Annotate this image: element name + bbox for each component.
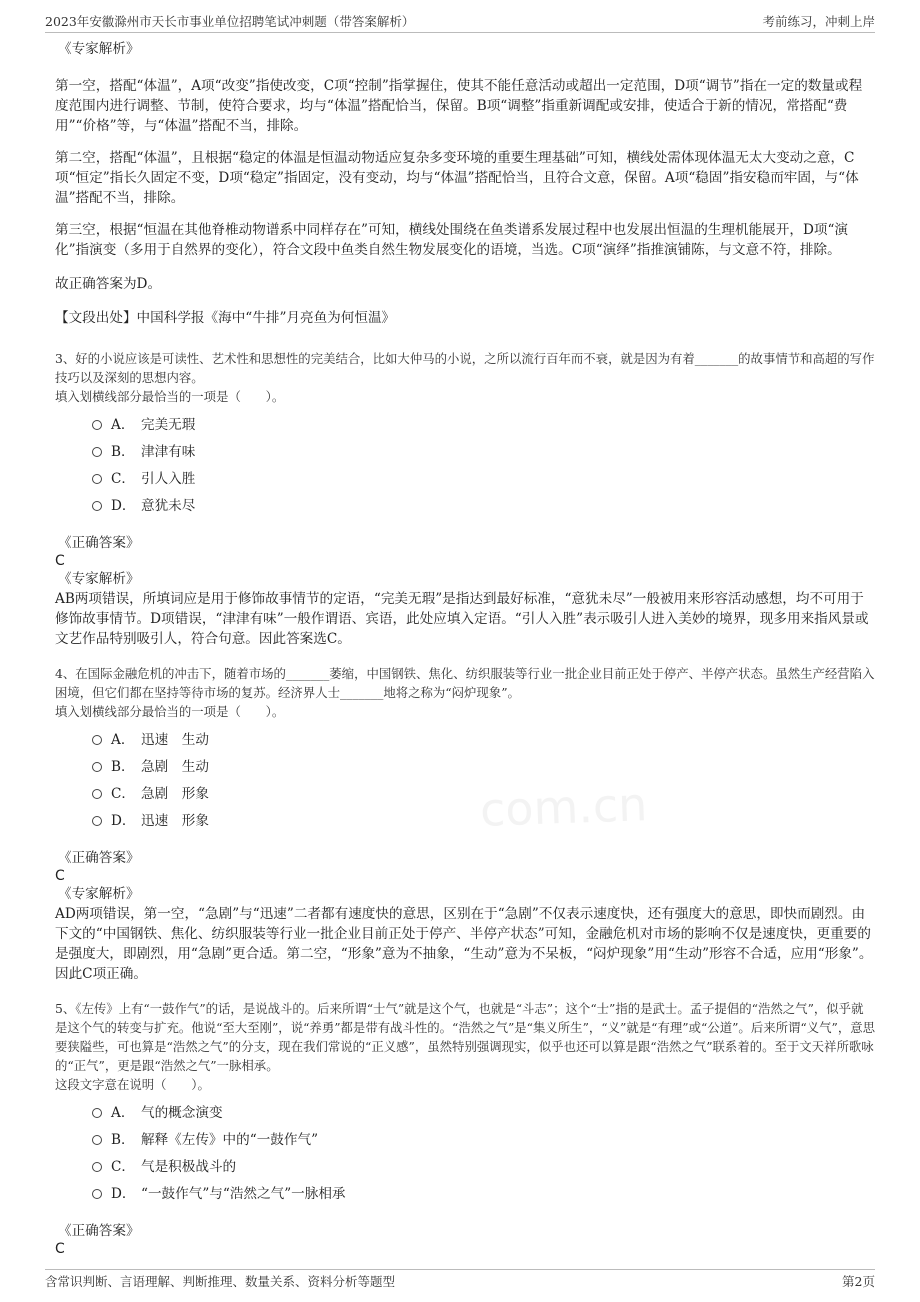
document-title: 2023年安徽滁州市天长市事业单位招聘笔试冲刺题（带答案解析）: [45, 14, 415, 29]
option-b[interactable]: [92, 1124, 875, 1151]
option-letter: A．: [111, 416, 135, 433]
header-slogan: 考前练习，冲刺上岸: [762, 14, 875, 29]
question-5: [55, 999, 875, 1258]
option-a[interactable]: [92, 1097, 875, 1124]
option-letter: A．: [111, 731, 135, 748]
page-header: [45, 10, 875, 33]
q2-analysis-block: [55, 40, 875, 328]
option-a[interactable]: [92, 724, 875, 751]
expert-analysis-label: 《专家解析》: [58, 886, 140, 902]
option-text: 急剧 形象: [141, 785, 209, 802]
options-list: [92, 409, 875, 517]
option-c[interactable]: [92, 778, 875, 805]
analysis-paragraph: 第二空，搭配“体温”，且根据“稳定的体温是恒温动物适应复杂多变环境的重要生理基础”可知，横线处需体现体温无太大变动之意，C项“恒定”指长久固定不变，D项“稳定”指固定，没有变动，均与“体温”搭配恰当，且符合文意，保留。A项“稳固”指安稳而牢固，与“体温”搭配不当，排除。: [55, 150, 859, 206]
correct-answer: C: [55, 1241, 65, 1257]
option-letter: B．: [111, 1131, 135, 1148]
radio-icon[interactable]: [92, 816, 102, 826]
option-letter: B．: [111, 443, 135, 460]
option-letter: C．: [111, 470, 135, 487]
page-footer: [45, 1269, 875, 1292]
conclusion-text: 故正确答案为D。: [55, 276, 162, 292]
option-text: 急剧 生动: [141, 758, 209, 775]
correct-answer: C: [55, 553, 65, 569]
option-text: 津津有味: [141, 443, 196, 460]
radio-icon[interactable]: [92, 474, 102, 484]
option-text: 意犹未尽: [141, 497, 196, 514]
source-text: 【文段出处】中国科学报《海中“牛排”月亮鱼为何恒温》: [55, 310, 396, 326]
radio-icon[interactable]: [92, 1108, 102, 1118]
radio-icon[interactable]: [92, 1135, 102, 1145]
radio-icon[interactable]: [92, 420, 102, 430]
radio-icon[interactable]: [92, 1189, 102, 1199]
question-4: [55, 664, 875, 984]
page-number: 第2页: [842, 1274, 875, 1289]
question-instruction: 填入划横线部分最恰当的一项是（ ）。: [55, 704, 285, 719]
option-b[interactable]: [92, 436, 875, 463]
radio-icon[interactable]: [92, 789, 102, 799]
option-text: 完美无瑕: [141, 416, 196, 433]
option-d[interactable]: [92, 1178, 875, 1205]
option-c[interactable]: [92, 1151, 875, 1178]
radio-icon[interactable]: [92, 735, 102, 745]
page-content: [55, 40, 875, 1258]
option-text: 气的概念演变: [141, 1104, 223, 1121]
footer-categories: 含常识判断、言语理解、判断推理、数量关系、资料分析等题型: [45, 1274, 396, 1289]
option-letter: C．: [111, 785, 135, 802]
option-letter: D．: [111, 497, 136, 514]
option-text: 迅速 形象: [141, 812, 209, 829]
question-stem: 4、在国际金融危机的冲击下，随着市场的_______萎缩，中国钢铁、焦化、纺织服装等行业一批企业目前正处于停产、半停产状态。虽然生产经营陷入困境，但它们都在坚持等待市场的复苏。经济界人士_______地将之称为“闷炉现象”。: [55, 666, 875, 700]
option-text: 引人入胜: [141, 470, 196, 487]
correct-answer-label: 《正确答案》: [58, 850, 140, 866]
analysis-paragraph: 第三空，根据“恒温在其他脊椎动物谱系中同样存在”可知，横线处围绕在鱼类谱系发展过程中也发展出恒温的生理机能展开，D项“演化”指演变（多用于自然界的变化），符合文段中鱼类自然生物发展变化的语境，当选。C项“演绎”指推演铺陈，与文意不符，排除。: [55, 222, 848, 258]
question-3: [55, 349, 875, 649]
correct-answer: C: [55, 868, 65, 884]
analysis-paragraph: 第一空，搭配“体温”，A项“改变”指使改变，C项“控制”指掌握住，使其不能任意活动或超出一定范围，D项“调节”指在一定的数量或程度范围内进行调整、节制，使符合要求，均与“体温”搭配恰当，保留。B项“调整”指重新调配或安排，使适合于新的情况，常搭配“费用”“价格”等，与“体温”搭配不当，排除。: [55, 78, 863, 134]
watermark: com.cn: [479, 777, 649, 837]
option-letter: D．: [111, 1185, 136, 1202]
correct-answer-label: 《正确答案》: [58, 535, 140, 551]
analysis-paragraph: AB两项错误，所填词应是用于修饰故事情节的定语，“完美无瑕”是指达到最好标准，“意犹未尽”一般被用来形容活动感想，均不可用于修饰故事情节。D项错误，“津津有味”一般作谓语、宾语，此处应填入定语。“引人入胜”表示吸引人进入美妙的境界，现多用来指风景或文艺作品特别吸引人，符合句意。因此答案选C。: [55, 591, 869, 647]
option-text: 气是积极战斗的: [141, 1158, 237, 1175]
question-instruction: 填入划横线部分最恰当的一项是（ ）。: [55, 389, 285, 404]
radio-icon[interactable]: [92, 501, 102, 511]
option-letter: A．: [111, 1104, 135, 1121]
radio-icon[interactable]: [92, 1162, 102, 1172]
correct-answer-label: 《正确答案》: [58, 1223, 140, 1239]
option-a[interactable]: [92, 409, 875, 436]
radio-icon[interactable]: [92, 447, 102, 457]
option-text: 迅速 生动: [141, 731, 209, 748]
options-list: [92, 724, 875, 832]
option-letter: B．: [111, 758, 135, 775]
question-stem: 5、《左传》上有“一鼓作气”的话，是说战斗的。后来所谓“士气”就是这个气，也就是“斗志”；这个“士”指的是武士。孟子提倡的“浩然之气”，似乎就是这个气的转变与扩充。他说“至大至刚”，说“养勇”都是带有战斗性的。“浩然之气”是“集义所生”，“义”就是“有理”或“公道”。后来所谓“义气”，意思要狭隘些，可也算是“浩然之气”的分支，现在我们常说的“正义感”，虽然特别强调现实，似乎也还可以算是跟“浩然之气”联系着的。至于文天祥所歌咏的“正气”，更是跟“浩然之气”一脉相承。: [55, 1001, 876, 1073]
option-d[interactable]: [92, 490, 875, 517]
options-list: [92, 1097, 875, 1205]
option-text: “一鼓作气”与“浩然之气”一脉相承: [141, 1185, 346, 1202]
expert-analysis-label: 《专家解析》: [58, 571, 140, 587]
option-c[interactable]: [92, 463, 875, 490]
option-text: 解释《左传》中的“一鼓作气”: [141, 1131, 319, 1148]
question-instruction: 这段文字意在说明（ ）。: [55, 1077, 210, 1092]
option-letter: D．: [111, 812, 136, 829]
expert-analysis-label: 《专家解析》: [58, 41, 140, 57]
option-b[interactable]: [92, 751, 875, 778]
option-d[interactable]: [92, 805, 875, 832]
analysis-paragraph: AD两项错误，第一空，“急剧”与“迅速”二者都有速度快的意思，区别在于“急剧”不仅表示速度快，还有强度大的意思，即快而剧烈。由下文的“中国钢铁、焦化、纺织服装等行业一批企业目前正处于停产、半停产状态”可知，金融危机对市场的影响不仅是速度快，更重要的是强度大，即剧烈，用“急剧”更合适。第二空，“形象”意为不抽象，“生动”意为不呆板，“闷炉现象”用“生动”形容不合适，应用“形象”。因此C项正确。: [55, 906, 873, 982]
question-stem: 3、好的小说应该是可读性、艺术性和思想性的完美结合，比如大仲马的小说，之所以流行百年而不衰，就是因为有着_______的故事情节和高超的写作技巧以及深刻的思想内容。: [55, 351, 875, 385]
radio-icon[interactable]: [92, 762, 102, 772]
option-letter: C．: [111, 1158, 135, 1175]
